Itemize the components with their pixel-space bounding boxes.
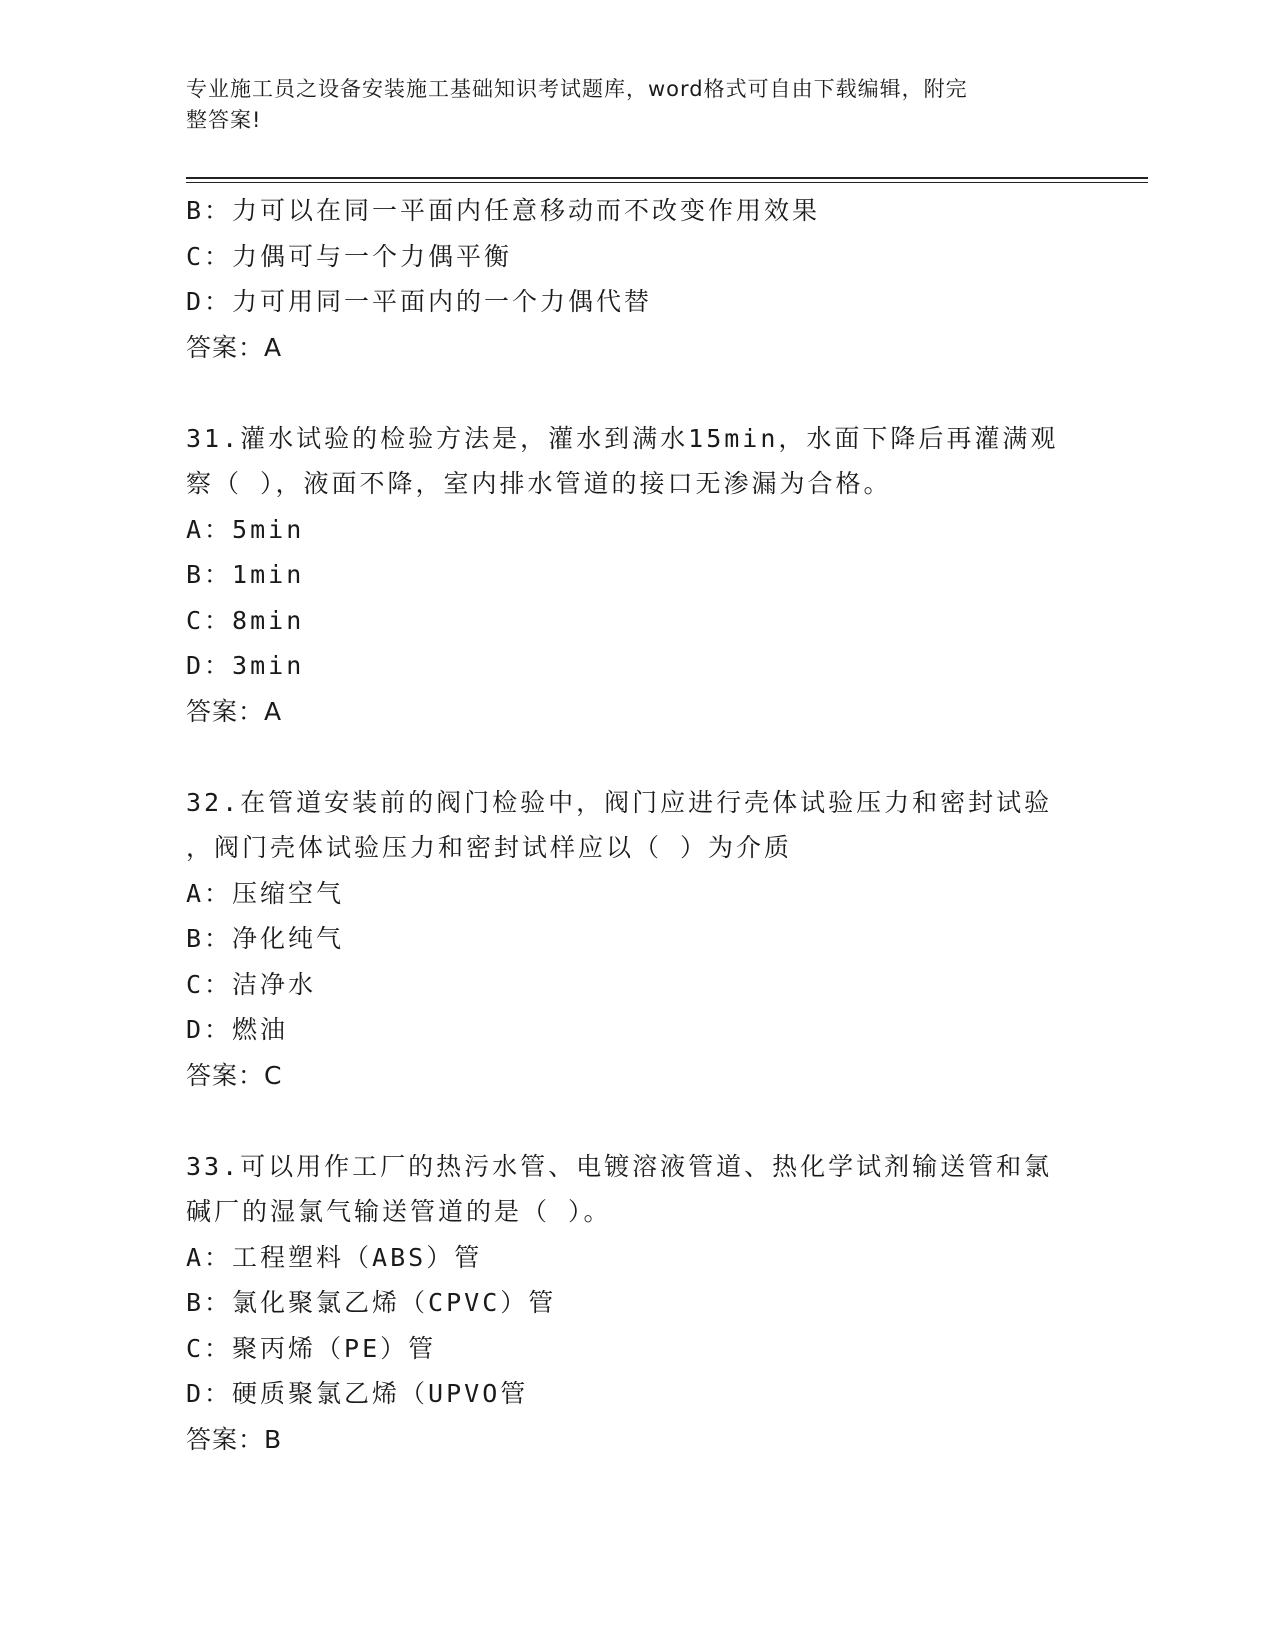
question-stem-continued: ，阀门壳体试验压力和密封试样应以（ ）为介质 xyxy=(186,833,793,862)
option-a: A：5min xyxy=(186,514,305,544)
option-d: D：力可用同一平面内的一个力偶代替 xyxy=(186,287,653,316)
header-line-2: 整答案! xyxy=(186,108,262,132)
option-d: D：硬质聚氯乙烯（UPVO管 xyxy=(186,1379,529,1408)
option-d: D：燃油 xyxy=(186,1015,289,1044)
option-b: B：力可以在同一平面内任意移动而不改变作用效果 xyxy=(186,196,821,225)
question-stem-continued: 碱厂的湿氯气输送管道的是（ ）。 xyxy=(186,1197,612,1226)
question-stem: 33.可以用作工厂的热污水管、电镀溶液管道、热化学试剂输送管和氯 xyxy=(186,1151,1053,1181)
answer: 答案：B xyxy=(186,1424,283,1454)
header-divider-thick xyxy=(186,177,1148,179)
header-divider-thin xyxy=(186,182,1148,183)
option-b: B：氯化聚氯乙烯（CPVC）管 xyxy=(186,1288,557,1317)
option-b: B：1min xyxy=(186,560,305,589)
question-stem-continued: 察（ ），液面不降，室内排水管道的接口无渗漏为合格。 xyxy=(186,469,892,498)
option-c: C：8min xyxy=(186,605,305,635)
spacer xyxy=(186,1098,1086,1144)
option-d: D：3min xyxy=(186,651,305,680)
spacer xyxy=(186,370,1086,416)
answer: 答案：C xyxy=(186,1060,283,1090)
option-b: B：净化纯气 xyxy=(186,924,345,953)
option-c: C：聚丙烯（PE）管 xyxy=(186,1333,437,1363)
question-list xyxy=(186,188,1086,1462)
answer: 答案：A xyxy=(186,696,283,726)
spacer xyxy=(186,734,1086,780)
question-stem: 32.在管道安装前的阀门检验中，阀门应进行壳体试验压力和密封试验 xyxy=(186,787,1053,817)
question-30-continued xyxy=(186,188,1086,370)
answer: 答案：A xyxy=(186,332,283,362)
document-header xyxy=(186,74,1066,136)
option-c: C：力偶可与一个力偶平衡 xyxy=(186,241,513,271)
option-c: C：洁净水 xyxy=(186,969,317,999)
question-31 xyxy=(186,416,1086,735)
option-a: A：工程塑料（ABS）管 xyxy=(186,1242,483,1272)
option-a: A：压缩空气 xyxy=(186,878,345,908)
header-line-1: 专业施工员之设备安装施工基础知识考试题库，word格式可自由下载编辑，附完 xyxy=(186,77,968,101)
question-32 xyxy=(186,780,1086,1099)
question-33 xyxy=(186,1144,1086,1463)
question-stem: 31.灌水试验的检验方法是，灌水到满水15min，水面下降后再灌满观 xyxy=(186,423,1059,453)
